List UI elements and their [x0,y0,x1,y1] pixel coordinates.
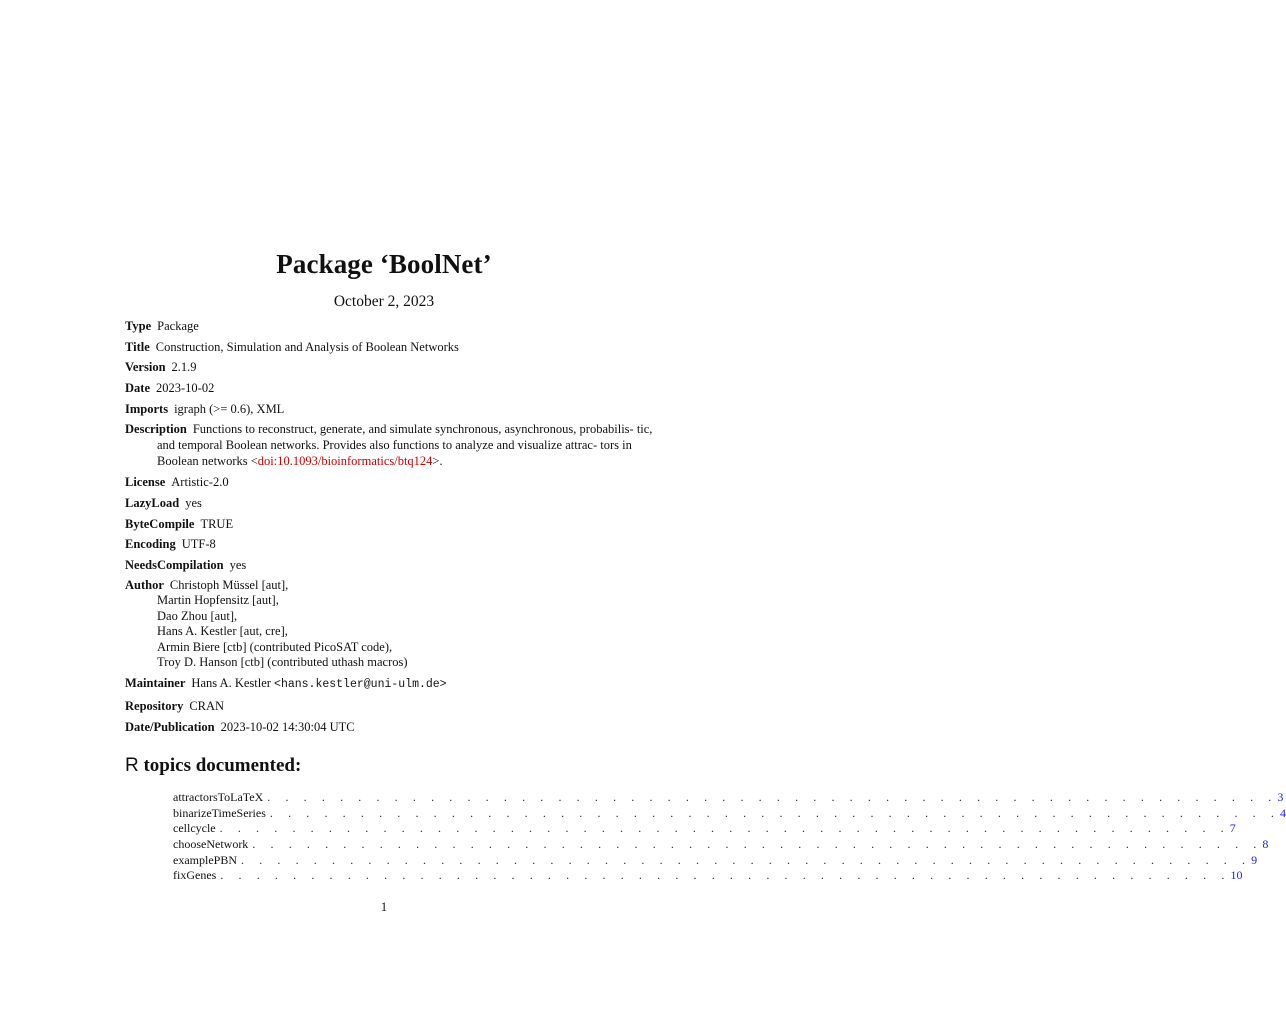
maintainer-name: Hans A. Kestler [191,676,271,691]
field-bytecompile [125,516,645,532]
toc-entry-name[interactable]: binarizeTimeSeries [173,805,266,820]
description-fields [125,318,653,739]
field-value: Artistic-2.0 [171,475,229,490]
toc-leader: . . . . . . . . . . . . . . . . . . . . . . . . . . . . . . . . . . . . . . . . . . . . . . . . . . . . . . . . [267,790,1278,804]
field-value: yes [229,557,247,572]
field-key: License [125,475,166,490]
toc-entry-name[interactable]: chooseNetwork [173,837,249,852]
field-publication [125,719,645,735]
toc-page-link[interactable]: 8 [1262,837,1269,852]
field-key: Encoding [125,537,176,552]
toc-leader: . . . . . . . . . . . . . . . . . . . . . . . . . . . . . . . . . . . . . . . . . . . . . . . . . . . . . . . . [269,805,1280,820]
toc-heading [125,755,301,777]
author-line: Hans A. Kestler [aut, cre], [157,624,288,639]
toc-entry-name[interactable]: fixGenes [173,868,217,883]
toc-entry[interactable] [173,805,1286,822]
field-key: Repository [125,698,184,713]
package-date: October 2, 2023 [333,293,435,310]
toc-page-link[interactable]: 3 [1277,790,1284,804]
field-key: Date/Publication [125,719,215,734]
field-value: TRUE [200,516,234,531]
field-description [125,421,665,469]
field-version [125,359,645,375]
toc-entry-name[interactable]: examplePBN [173,852,237,867]
field-title [125,339,645,355]
toc-page-link[interactable]: 4 [1279,805,1286,820]
toc-page-link[interactable]: 10 [1230,868,1243,883]
field-lazyload [125,495,645,511]
field-key: LazyLoad [125,495,180,510]
toc-leader: . . . . . . . . . . . . . . . . . . . . . . . . . . . . . . . . . . . . . . . . . . . . . . . . . . . . . . . . [241,852,1252,867]
author-line: Dao Zhou [aut], [157,608,238,623]
field-repository [125,698,645,714]
package-title: Package ‘BoolNet’ [276,249,492,279]
description-text: Functions to reconstruct, generate, and simulate synchronous, asynchronous, probabilis- tic, and temporal Boolean networks. Provides also functions to analyze and visualize attrac- tors in Boolean networks < [157,422,653,469]
field-value: 2023-10-02 [156,381,215,396]
field-imports [125,401,645,417]
field-key: Type [125,319,152,333]
toc-entry[interactable] [173,837,1269,853]
field-license [125,474,645,490]
field-value: igraph (>= 0.6), XML [174,401,285,416]
field-needscompilation [125,557,645,573]
toc-entry[interactable] [173,821,1236,837]
field-type [125,318,645,334]
toc-page-link[interactable]: 9 [1251,852,1258,867]
toc-leader: . . . . . . . . . . . . . . . . . . . . . . . . . . . . . . . . . . . . . . . . . . . . . . . . . . . . . . . . [220,868,1231,883]
field-value: Package [157,319,199,333]
field-value: CRAN [189,698,225,713]
field-key: NeedsCompilation [125,557,224,572]
toc-heading-r: R [125,755,139,776]
field-maintainer [125,675,645,693]
toc-entry[interactable] [173,790,1284,806]
field-value: 2023-10-02 14:30:04 UTC [220,719,355,734]
field-key: Imports [125,401,169,416]
field-value: UTF-8 [181,537,216,552]
field-key: Author [125,577,164,592]
page-number: 1 [380,900,388,914]
toc-entry-name[interactable]: attractorsToLaTeX [173,790,264,804]
field-key: Date [125,381,150,396]
field-value: yes [185,495,202,510]
field-encoding [125,536,645,552]
table-of-contents [173,790,1286,884]
toc-entry-name[interactable]: cellcycle [173,821,216,836]
description-text-end: >. [432,454,443,469]
author-line: Christoph Müssel [aut], [169,577,289,592]
field-date [125,380,645,396]
maintainer-email: <hans.kestler@uni-ulm.de> [274,678,447,692]
toc-leader: . . . . . . . . . . . . . . . . . . . . . . . . . . . . . . . . . . . . . . . . . . . . . . . . . . . . . . . . [219,821,1230,836]
doi-link[interactable]: doi:10.1093/bioinformatics/btq124 [257,454,433,469]
field-key: Version [125,360,166,375]
field-key: ByteCompile [125,516,195,531]
field-value: Construction, Simulation and Analysis of Boolean Networks [155,339,459,354]
toc-leader: . . . . . . . . . . . . . . . . . . . . . . . . . . . . . . . . . . . . . . . . . . . . . . . . . . . . . . . . [252,837,1263,852]
toc-entry[interactable] [173,868,1243,884]
field-value: 2.1.9 [171,360,197,375]
field-author [125,578,645,671]
field-key: Description [125,422,187,437]
author-line: Martin Hopfensitz [aut], [157,593,279,608]
author-line: Armin Biere [ctb] (contributed PicoSAT code), [157,639,393,654]
field-key: Title [125,339,150,354]
author-line: Troy D. Hanson [ctb] (contributed uthash macros) [157,655,408,670]
toc-page-link[interactable]: 7 [1229,821,1236,836]
toc-entry[interactable] [173,852,1258,869]
field-key: Maintainer [125,676,186,691]
toc-heading-text: topics documented: [143,755,302,776]
